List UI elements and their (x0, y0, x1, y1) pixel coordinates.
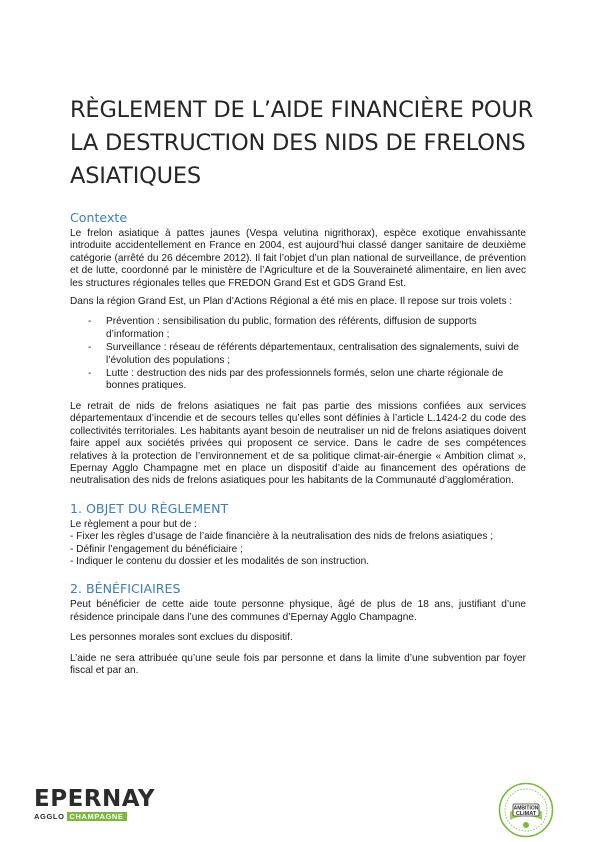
document-title: RÈGLEMENT DE L’AIDE FINANCIÈRE POUR LA DESTRUCTION DES NIDS DE FRELONS ASIATIQUES (70, 97, 534, 189)
section-2-paragraph-1: Peut bénéficier de cette aide toute personne physique, âgé de plus de 18 ans, justifiant d’une résidence principale dans l’une des communes d’Epernay Agglo Champagne. (70, 599, 526, 623)
dash-bullet: - (88, 316, 92, 328)
context-paragraph-2: Dans la région Grand Est, un Plan d’Actions Régional a été mis en place. Il repose sur trois volets : (70, 296, 513, 308)
volets-list (70, 316, 526, 392)
list-item: - Lutte : destruction des nids par des professionnels formés, selon une charte régionale de bonnes pratiques. (88, 368, 504, 392)
section-1-intro: Le règlement a pour but de : (70, 518, 197, 530)
list-item: - Prévention : sensibilisation du public, formation des référents, diffusion de supports d’information ; (88, 316, 477, 340)
list-item: - Fixer les règles d’usage de l’aide financière à la neutralisation des nids de frelons asiatiques ; (70, 531, 494, 543)
badge-line-1: AMBITION (513, 805, 539, 812)
list-item: - Définir l’engagement du bénéficiaire ; (70, 543, 243, 555)
list-item: - Indiquer le contenu du dossier et les modalités de son instruction. (70, 555, 370, 567)
logo-wordmark: EPERNAY (34, 786, 155, 812)
ambition-climat-badge-icon (498, 782, 554, 838)
section-2-paragraph-2: Les personnes morales sont exclues du dispositif. (70, 632, 293, 644)
section-1-heading: 1. OBJET DU RÈGLEMENT (70, 500, 229, 516)
context-heading: Contexte (70, 210, 128, 225)
dash-bullet: - (88, 368, 92, 380)
logo-subtitle: AGGLO CHAMPAGNE (34, 812, 127, 821)
document-body (70, 209, 526, 677)
list-item: - Surveillance : réseau de référents départementaux, centralisation des signalements, suivi de l’évolution des populations ; (88, 342, 519, 366)
badge-line-2: CLIMAT (515, 811, 537, 817)
dash-bullet: - (88, 342, 92, 354)
section-2-heading: 2. BÉNÉFICIAIRES (70, 581, 181, 597)
context-paragraph-1: Le frelon asiatique à pattes jaunes (Vespa velutina nigrithorax), espèce exotique envahissante introduite accidentellement en France en 2004, est aujourd’hui classé danger sanitaire de deuxième catégorie (arrêté du 26 décembre 2012). Il fait l’objet d’un plan national de surveillance, de prévention et de lutte, coordonné par le ministère de l’Agriculture et de la Souveraineté alimentaire, en lien avec les structures régionales telles que FREDON Grand Est et GDS Grand Est. (70, 228, 526, 289)
context-paragraph-3: Le retrait de nids de frelons asiatiques ne fait pas partie des missions confiées aux services départementaux d’incendie et de secours telles qu’elles sont définies à l’article L.1424-2 du code des collectivités territoriales. Les habitants ayant besoin de neutraliser un nid de frelons asiatiques doivent faire appel aux sociétés privées qui proposent ce service. Dans le cadre de ses compétences relatives à la protection de l’environnement et de sa politique climat-air-énergie « Ambition climat », Epernay Agglo Champagne met en place un dispositif d’aide au financement des opérations de neutralisation des nids de frelons asiatiques pour les habitants de la Communauté d’agglomération. (70, 400, 526, 487)
section-2-paragraph-3: L’aide ne sera attribuée qu’une seule fois par personne et dans la limite d’une subvention par foyer fiscal et par an. (70, 652, 526, 676)
epernay-agglo-logo (34, 786, 155, 824)
